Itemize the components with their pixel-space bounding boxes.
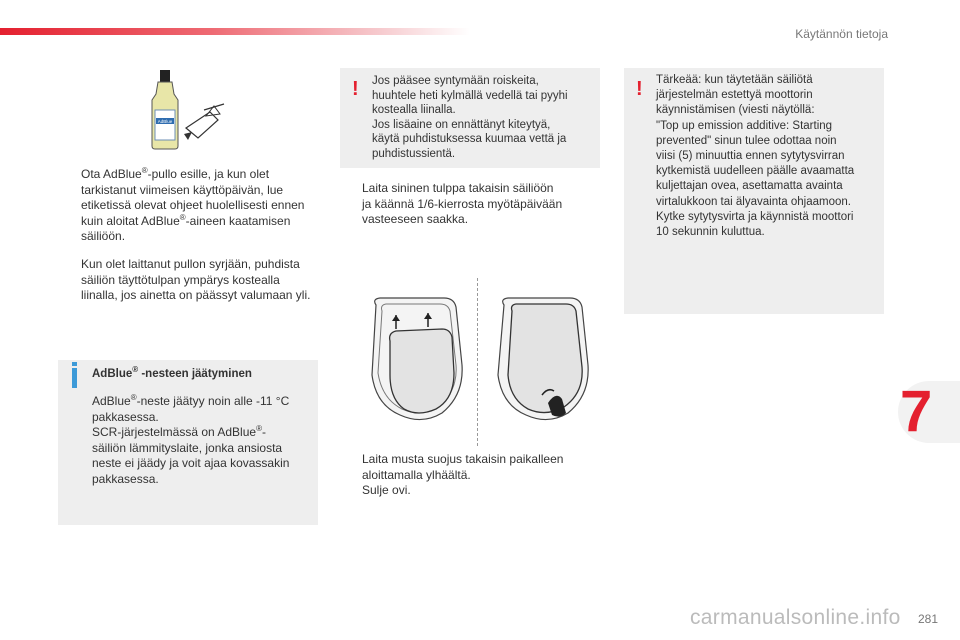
bottle-label-text: AdBlue (157, 119, 173, 124)
illustration-divider (477, 278, 478, 446)
info-icon (72, 368, 77, 388)
watermark: carmanualsonline.info (690, 606, 901, 629)
cover-install-illustration-right (490, 295, 592, 425)
instruction-black-cover: Laita musta suojus takaisin paikalleen aloittamalla ylhäältä. (362, 452, 564, 482)
freezing-info-body: AdBlue®-neste jäätyy noin alle -11 °C pakkasessa. SCR-järjestelmässä on AdBlue®- säiliön lämmityslaite, jonka ansiosta neste ei jäädy ja voit ajaa kovassakin pakkasessa. (92, 393, 290, 486)
important-warning-text: Tärkeää: kun täytetään säiliötä järjestelmän estettyä moottorin käynnistämisen (viesti näytöllä: "Top up emission additive: Starting prevented" sinun tulee odottaa noin viisi (5) minuuttia ennen sytytysvirran kytkemistä uudelleen päälle avaamatta kuljettajan ovea, asettamatta avainta virtalukkoon tai älyavainta ohjaamoon. Kytke sytytysvirta ja käynnistä moottori 10 sekunnin kuluttua. (656, 74, 855, 239)
cover-install-illustration-left (362, 295, 466, 425)
header-accent-bar (0, 28, 470, 35)
adblue-bottle-illustration (148, 70, 230, 150)
freezing-info-title: AdBlue® -nesteen jäätyminen (92, 365, 252, 380)
instruction-close-door: Sulje ovi. (362, 483, 411, 497)
warning-icon: ! (352, 78, 359, 100)
instruction-clean-cap: Kun olet laittanut pullon syrjään, puhdista säiliön täyttötulpan ympärys kostealla liinalla, jos ainetta on päässyt valumaan yli. (81, 257, 311, 302)
info-icon-dot (72, 362, 77, 366)
instruction-blue-cap: Laita sininen tulppa takaisin säiliöön ja käännä 1/6-kierrosta myötäpäivään vasteeseen saakka. (362, 181, 563, 226)
section-title: Käytännön tietoja (795, 27, 888, 41)
warning-icon: ! (636, 78, 643, 100)
instruction-take-bottle: Ota AdBlue®-pullo esille, ja kun olet tarkistanut viimeisen käyttöpäivän, lue etiketissä olevat ohjeet huolellisesti ennen kuin aloitat AdBlue®-aineen kaatamisen säiliöön. (81, 166, 305, 243)
splash-warning-text: Jos pääsee syntymään roiskeita, huuhtele heti kylmällä vedellä tai pyyhi kostealla liinalla. Jos lisäaine on ennättänyt kiteytyä, käytä puhdistuksessa kuumaa vettä ja puhdistussientä. (372, 75, 568, 160)
chapter-number: 7 (900, 379, 933, 444)
page-number: 281 (917, 612, 938, 626)
